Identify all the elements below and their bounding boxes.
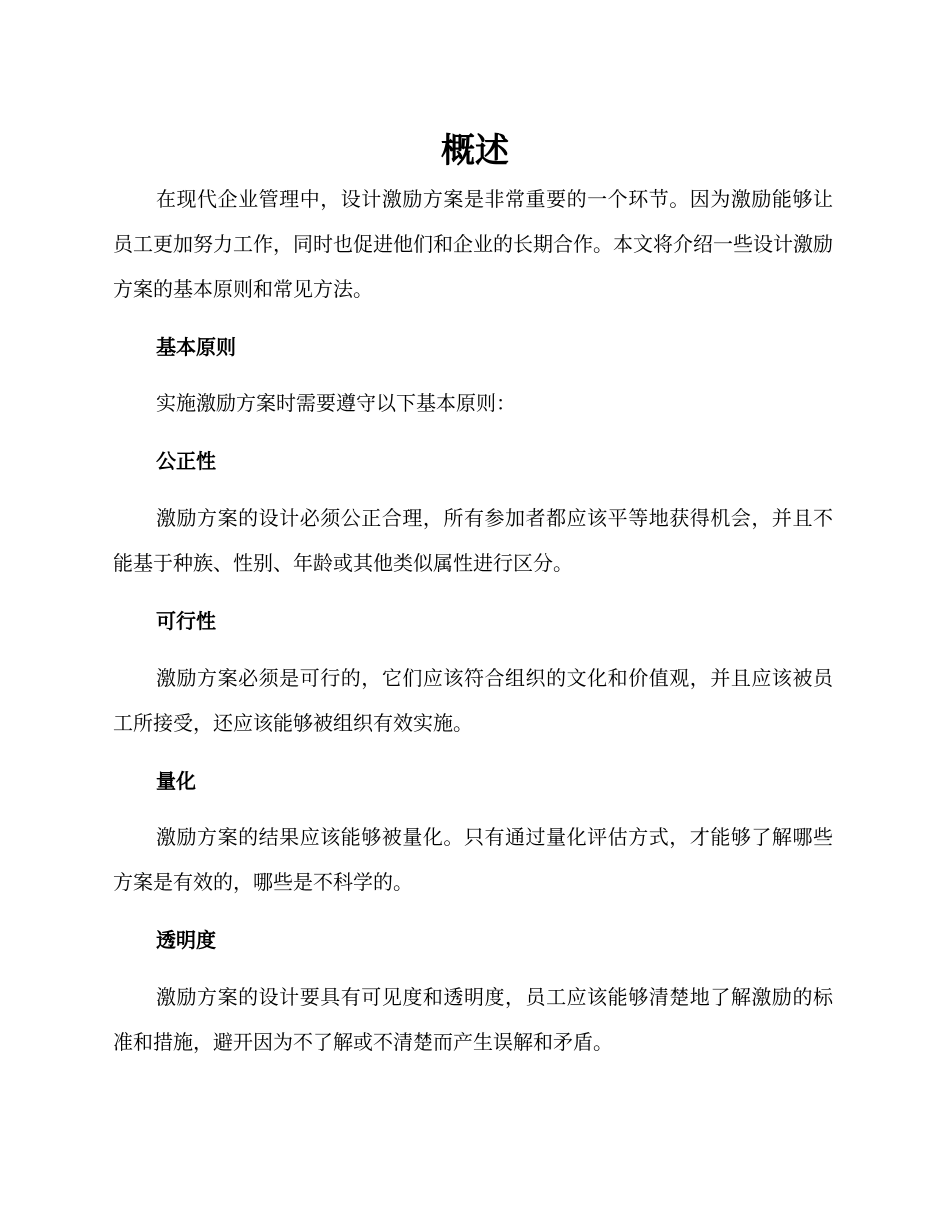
page-title: 概述 xyxy=(441,131,509,171)
section-heading-basic-principles: 基本原则 xyxy=(156,335,236,359)
basic-principles-paragraph: 实施激励方案时需要遵守以下基本原则： xyxy=(156,391,516,415)
feasibility-paragraph: 激励方案必须是可行的，它们应该符合组织的文化和价值观，并且应该被员工所接受，还应该能够被组织有效实施。 xyxy=(113,666,833,735)
section-heading-feasibility: 可行性 xyxy=(156,609,216,633)
transparency-paragraph: 激励方案的设计要具有可见度和透明度，员工应该能够清楚地了解激励的标准和措施，避开因为不了解或不清楚而产生误解和矛盾。 xyxy=(113,985,833,1054)
section-heading-quantification: 量化 xyxy=(156,769,196,793)
fairness-paragraph: 激励方案的设计必须公正合理，所有参加者都应该平等地获得机会，并且不能基于种族、性别、年龄或其他类似属性进行区分。 xyxy=(113,506,833,575)
quantification-paragraph: 激励方案的结果应该能够被量化。只有通过量化评估方式，才能够了解哪些方案是有效的，哪些是不科学的。 xyxy=(113,825,833,894)
intro-paragraph: 在现代企业管理中，设计激励方案是非常重要的一个环节。因为激励能够让员工更加努力工作，同时也促进他们和企业的长期合作。本文将介绍一些设计激励方案的基本原则和常见方法。 xyxy=(113,187,833,301)
section-heading-fairness: 公正性 xyxy=(156,449,216,473)
section-heading-transparency: 透明度 xyxy=(156,928,216,952)
